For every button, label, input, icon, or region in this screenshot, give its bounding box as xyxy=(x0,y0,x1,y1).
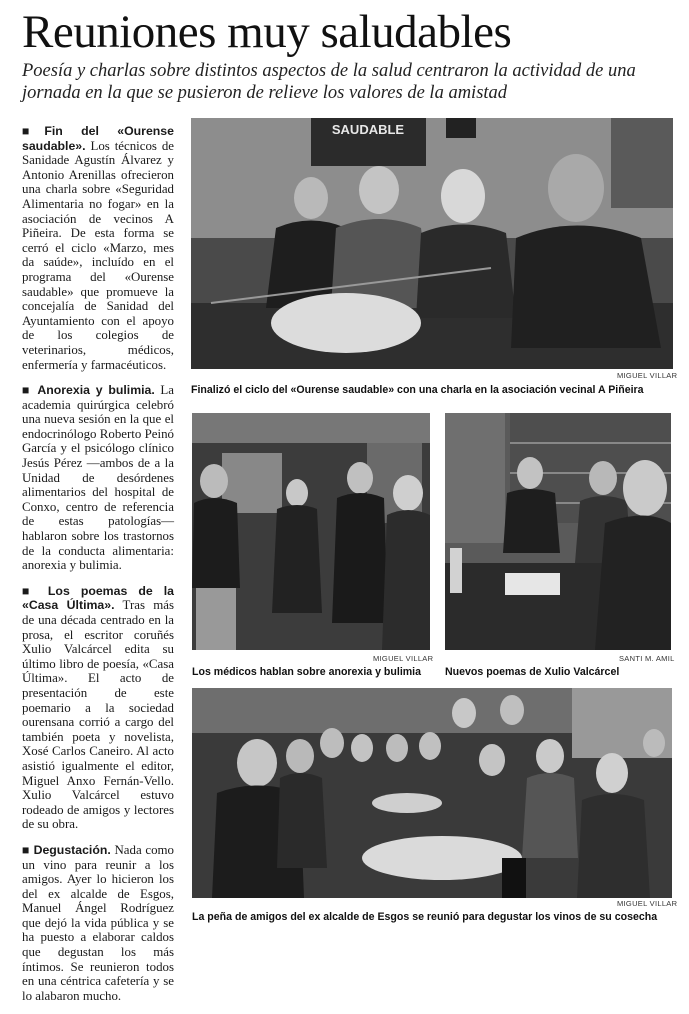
article-lead: Los poemas de la «Casa Última». xyxy=(22,583,174,613)
banner-text: SAUDABLE xyxy=(331,122,405,137)
photo-caption: Nuevos poemas de Xulio Valcárcel xyxy=(445,666,620,678)
article-degustacion xyxy=(22,843,174,1004)
photo-caption: Los médicos hablan sobre anorexia y bulimia xyxy=(192,666,422,678)
photo-caption: Finalizó el ciclo del «Ourense saudable» con una charla en la asociación vecinal A Piñeira xyxy=(191,384,644,396)
photo-caption: La peña de amigos del ex alcalde de Esgos se reunió para degustar los vinos de su cosecha xyxy=(192,911,658,923)
article-body: Tras más de una década centrado en la prosa, el escritor coruñés Xulio Valcárcel edita su último libro de poesía, «Casa Última». El acto de presentación de este poemario a la sociedad ourensana corrió a cargo del también poeta y novelista, Xosé Carlos Caneiro. Al acto asistió igualmente el editor, Miguel Anxo Fernán-Vello. Xulio Valcárcel estuvo rodeado de amigos y lectores de su obra. xyxy=(22,598,174,832)
bullet-icon: ■ xyxy=(22,842,30,857)
article-column xyxy=(22,124,174,1014)
bullet-icon: ■ xyxy=(22,583,38,598)
article-body: Nada como un vino para reunir a los amigos. Ayer lo hicieron los del ex alcalde de Esgos, Manuel Ángel Rodríguez que dejó la vida pública y se ha puesto a elaborar caldos que degustan los más íntimos. Se reunieron todos en una céntrica cafetería y se lo alabaron mucho. xyxy=(22,842,174,1003)
headline: Reuniones muy saludables xyxy=(22,6,512,58)
photo-doctors xyxy=(192,413,430,650)
bullet-icon: ■ xyxy=(22,383,32,398)
bullet-icon: ■ xyxy=(22,124,45,138)
article-lead: Fin del «Ourense saudable». xyxy=(22,124,174,153)
article-ourense-saudable xyxy=(22,124,174,372)
photo-credit: MIGUEL VILLAR xyxy=(373,654,434,663)
photo-friends-group xyxy=(192,688,672,898)
photo-poet xyxy=(445,413,671,650)
photo-credit: MIGUEL VILLAR xyxy=(617,371,678,380)
photo-panel-talk xyxy=(191,118,673,369)
photo-credit: MIGUEL VILLAR xyxy=(617,899,678,908)
article-lead: Degustación. xyxy=(33,842,111,857)
article-body: La academia quirúrgica celebró una nueva sesión en la que el endocrinólogo Roberto Peinó García y el psicólogo clínico Jesús Pérez —ambos de a la Unidad de desórdenes alimentarios del hospital de Conxo, centro de referencia de estas patologías— hablaron sobre los trastornos de la conducta alimentaria: anorexia y bulimia. xyxy=(22,383,174,573)
subheadline: Poesía y charlas sobre distintos aspectos de la salud centraron la actividad de una jornada en la que se pusieron de relieve los valores de la amistad xyxy=(22,61,636,103)
article-body: Los técnicos de Sanidade Agustín Álvarez y Antonio Arenillas ofrecieron una charla sobre «Seguridad Alimentaria no fogar» en la asociación de vecinos A Piñeira. De esta forma se cerró el ciclo «Marzo, mes da saúde», incluído en el programa del «Ourense saudable» que promueve la concejalía de Sanidad del Ayuntamiento con el apoyo de los colegios de veterinarios, médicos, enfermería y farmacéuticos. xyxy=(22,138,174,372)
article-casa-ultima xyxy=(22,584,174,832)
photo-credit: SANTI M. AMIL xyxy=(619,654,675,663)
article-lead: Anorexia y bulimia. xyxy=(37,383,155,398)
article-anorexia xyxy=(22,383,174,573)
